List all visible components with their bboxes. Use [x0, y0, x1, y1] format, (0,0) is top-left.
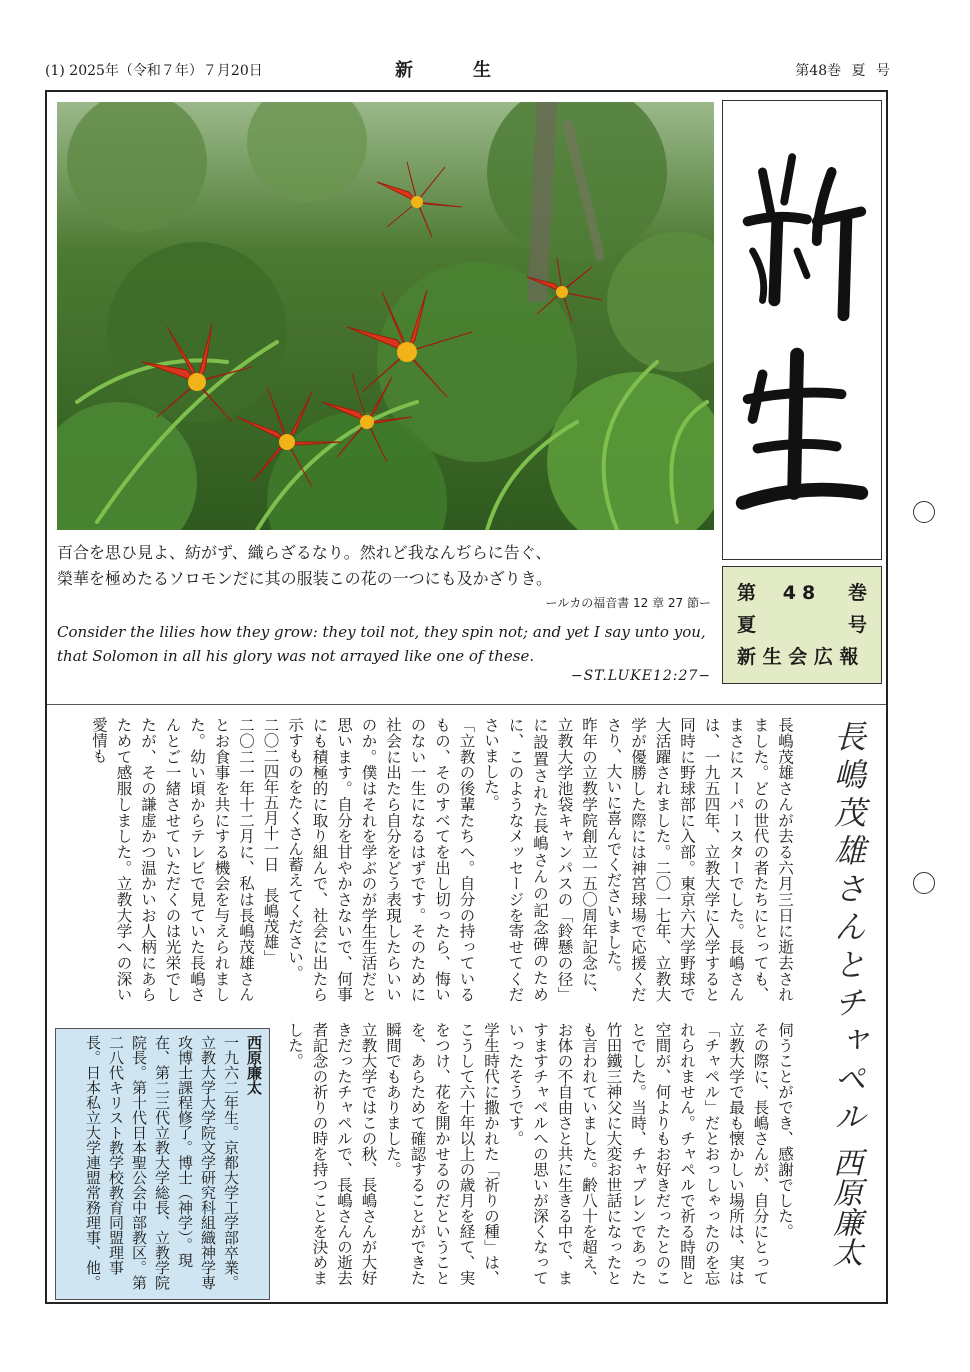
- page-header: [45, 58, 890, 86]
- article-paragraph: 昨年の立教学院創立一五〇周年記念に、立教大学池袋キャンパスの「鈴懸の径」に設置された長嶋さんの記念碑のために、このようなメッセージを寄せてくださいました。: [482, 717, 598, 1002]
- issue-season-row: [737, 609, 867, 641]
- issue-publisher-row: [737, 641, 867, 673]
- article-paragraph: 「立教の後輩たちへ。自分の持っているもの、そのすべてを出し切ったら、悔いのない一生になるはずです。そのために社会に出たら自分をどう表現したらいいのか。僕はそれを学ぶのが学生生活だと思います。自分を甘やかさないで、何事にも積極的に取り組んで、社会に出たら示すものをたくさん蓄えてください。: [286, 717, 476, 1002]
- issue-date: (1) 2025年（令和７年）７月20日: [45, 63, 263, 79]
- front-page-frame: [45, 90, 888, 1304]
- issue-volume: 第48巻 夏 号: [795, 63, 890, 79]
- article-title: 長嶋茂雄さんとチャペル: [829, 720, 867, 1138]
- verse-english: [57, 620, 717, 668]
- issue-info-box: [722, 566, 882, 684]
- binding-hole-icon: [913, 872, 935, 894]
- verse-japanese-line: 百合を思ひ見よ、紡がず、織らざるなり。然れど我なんぢらに告ぐ、: [57, 543, 552, 562]
- binding-hole-icon: [913, 501, 935, 523]
- issue-number-label: 号: [847, 614, 867, 636]
- article-paragraph: 伺うことができ、感謝でした。: [776, 1022, 794, 1239]
- verse-japanese-reference: ールカの福音書 12 章 27 節ー: [545, 596, 711, 610]
- author-signature: 西原廉太: [827, 1147, 862, 1267]
- issue-volume-row: [737, 577, 867, 609]
- issue-season: 夏: [737, 614, 757, 636]
- verse-japanese: [57, 540, 717, 592]
- verse-english-reference: −ST.LUKE12:27−: [570, 668, 711, 684]
- profile-name: 西原廉太: [245, 1035, 263, 1095]
- article-paragraph: 二〇二四年五月十一日 長嶋茂雄」: [261, 717, 280, 965]
- article-paragraph: 長嶋茂雄さんが去る六月三日に逝去されました。どの世代の者たちにとっても、まさにスーパースターでした。長嶋さんは、一九五四年、立教大学に入学すると同時に野球部に入部。東京六大学野球で大活躍されました。二〇一七年、立教大学が優勝した際には神宮球場で応援くださり、大いに喜んでくださいました。: [604, 717, 794, 1002]
- author-profile-box: [55, 1028, 270, 1300]
- issue-vol-number: 48: [782, 582, 822, 604]
- calligraphy-title: [723, 101, 881, 559]
- masthead-logo: [722, 100, 882, 560]
- article-body-top: [55, 717, 797, 1002]
- header-newsletter-name: 新生: [395, 60, 551, 81]
- article-paragraph: 二〇二一年十二月に、私は長嶋茂雄さんとお食事を共にする機会を与えられました。幼い頃からテレビで見ていた長嶋さんとご一緒させていただくのは光栄でしたが、その謙虚かつ温かいお人柄にあらためて感服しました。立教大学への深い愛情も: [90, 717, 255, 1002]
- profile-bio: 一九六二年生。京都大学工学部卒業。立教大学大学院文学研究科組織神学専攻博士課程修了。博士（神学）。現在、第二三代立教大学総長、立教学院院長。第十代日本聖公会中部教区。第二八代キリスト教学校教育同盟理事長。日本私立大学連盟常務理事、他。: [84, 1035, 240, 1290]
- lily-photo: [57, 102, 714, 530]
- issue-vol-suffix: 巻: [847, 582, 867, 604]
- verse-english-line: Consider the lilies how they grow: they toil not, they spin not; and yet I say unto you,: [57, 623, 706, 641]
- section-divider: [47, 704, 886, 705]
- verse-english-line: that Solomon in all his glory was not arrayed like one of these.: [57, 647, 535, 665]
- verse-japanese-line: 榮華を極めたるソロモンだに其の服装この花の一つにも及かざりき。: [57, 569, 553, 588]
- article-paragraph: 学生時代に撒かれた「祈りの種」は、こうして六十年以上の歳月を経て、実をつけ、花を開かせるのだということを、あらためて確認することができた瞬間でもありました。: [384, 1022, 500, 1286]
- issue-vol-prefix: 第: [737, 582, 757, 604]
- article-paragraph: その際に、長嶋さんが、自分にとって立教大学で最も懐かしい場所は、実は「チャペル」だとおっしゃったのを忘れられません。チャペルで祈る時間と空間が、何よりもお好きだったとのことでした。当時、チャプレンであった竹田鐵三神父に大変お世話になったとも言われていました。齢八十を超え、お体の不自由さと共に生きる中で、ますますチャペルへの思いが深くなっていったそうです。: [506, 1022, 770, 1286]
- article-paragraph: 立教大学ではこの秋、長嶋さんが大好きだったチャペルで、長嶋さんの逝去者記念の祈りの時を持つことを決めました。: [286, 1022, 378, 1286]
- article-body-bottom: [275, 1022, 797, 1292]
- issue-publisher: 新 生 会 広 報: [737, 646, 859, 668]
- lily-illustration: [57, 102, 714, 530]
